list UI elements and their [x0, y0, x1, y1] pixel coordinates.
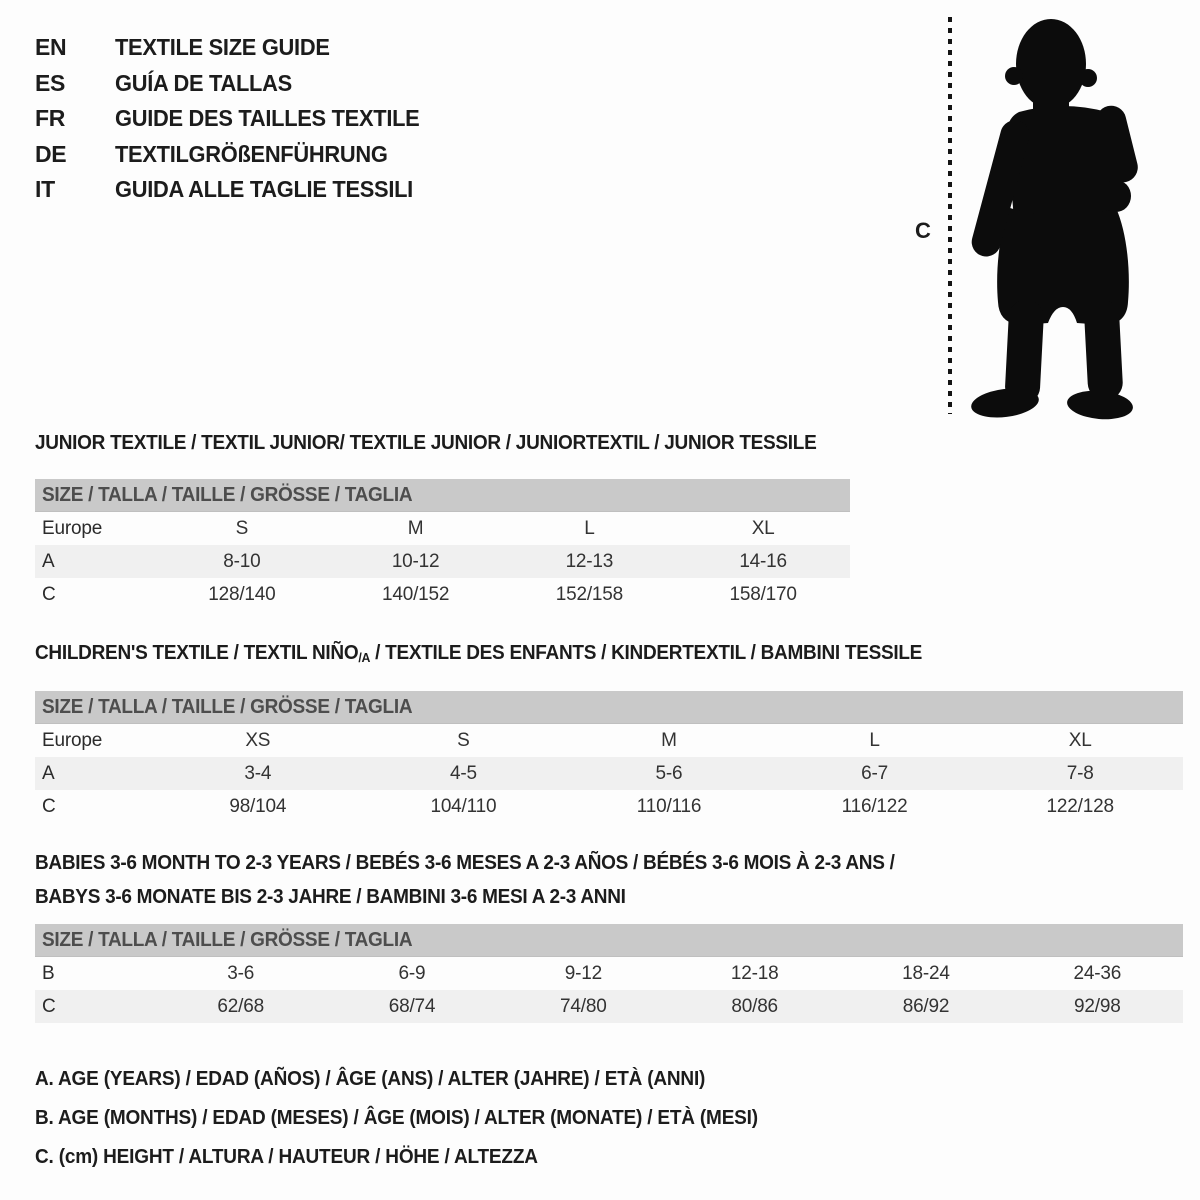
language-title: TEXTILE SIZE GUIDE [115, 34, 330, 61]
legend [35, 1060, 796, 1177]
value-cell: 116/122 [841, 795, 908, 817]
value-cell: 10-12 [391, 550, 440, 572]
value-cell: XL [751, 517, 775, 539]
value-cell: 18-24 [902, 962, 950, 984]
baby-silhouette-icon [963, 12, 1148, 420]
section-title [35, 641, 1183, 667]
size-header-bar [35, 924, 1183, 957]
value-cell: 6-7 [861, 762, 889, 784]
size-header-text: SIZE / TALLA / TAILLE / GRÖSSE / TAGLIA [42, 928, 413, 951]
language-title: TEXTILGRÖßENFÜHRUNG [115, 140, 388, 167]
section-title-text: JUNIOR TEXTILE / TEXTIL JUNIOR/ TEXTILE JUNIOR / JUNIORTEXTIL / JUNIOR TESSILE [35, 432, 817, 454]
value-cell: 80/86 [731, 995, 778, 1017]
table-row [35, 578, 850, 611]
language-row [35, 137, 436, 173]
value-cell: 3-6 [227, 962, 255, 984]
language-code: FR [35, 105, 66, 132]
language-code: DE [35, 140, 67, 167]
language-row [35, 101, 436, 137]
table-row [35, 990, 1183, 1023]
title-subscript: /A [358, 650, 371, 665]
title-prefix: CHILDREN'S TEXTILE / TEXTIL NIÑO [35, 642, 359, 664]
language-title: GUIDE DES TAILLES TEXTILE [115, 105, 420, 132]
measure-label-c: C [915, 218, 931, 243]
row-label-cell: A [42, 762, 55, 784]
value-cell: 5-6 [655, 762, 683, 784]
language-title: GUIDA ALLE TAGLIE TESSILI [115, 176, 413, 203]
value-cell: XS [245, 729, 271, 751]
section-title-line1: BABIES 3-6 MONTH TO 2-3 YEARS / BEBÉS 3-6 MESES A 2-3 AÑOS / BÉBÉS 3-6 MOIS À 2-3 ANS / [35, 852, 895, 874]
section-junior-textile [35, 431, 850, 611]
legend-line-a [35, 1060, 796, 1099]
size-header-text: SIZE / TALLA / TAILLE / GRÖSSE / TAGLIA [42, 483, 413, 506]
value-cell: XL [1068, 729, 1092, 751]
value-cell: 86/92 [902, 995, 950, 1017]
table-row [35, 790, 1183, 823]
size-table [35, 957, 1183, 1023]
legend-text-c: C. (cm) HEIGHT / ALTURA / HAUTEUR / HÖHE / ALTEZZA [35, 1146, 538, 1168]
value-cell: L [869, 729, 880, 751]
value-cell: 4-5 [449, 762, 477, 784]
language-list [35, 30, 436, 208]
section-title-line2: BABYS 3-6 MONATE BIS 2-3 JAHRE / BAMBINI 3-6 MESI A 2-3 ANNI [35, 886, 626, 908]
section-babies-textile [35, 846, 1183, 1023]
legend-text-b: B. AGE (MONTHS) / EDAD (MESES) / ÂGE (MOIS) / ALTER (MONATE) / ETÀ (MESI) [35, 1107, 758, 1129]
value-cell: 8-10 [223, 550, 261, 572]
value-cell: 7-8 [1066, 762, 1094, 784]
value-cell: 74/80 [560, 995, 607, 1017]
value-cell: 24-36 [1073, 962, 1122, 984]
legend-text-a: A. AGE (YEARS) / EDAD (AÑOS) / ÂGE (ANS) / ALTER (JAHRE) / ETÀ (ANNI) [35, 1068, 706, 1090]
size-table [35, 512, 850, 611]
table-row [35, 545, 850, 578]
value-cell: 110/116 [636, 795, 702, 817]
language-title: GUÍA DE TALLAS [115, 69, 292, 96]
row-label-cell: Europe [42, 517, 103, 539]
value-cell: 128/140 [208, 583, 276, 605]
language-code: ES [35, 69, 66, 96]
value-cell: L [584, 517, 595, 539]
value-cell: M [661, 729, 677, 751]
table-row [35, 757, 1183, 790]
value-cell: 62/68 [217, 995, 264, 1017]
language-row [35, 66, 436, 102]
title-suffix: / TEXTILE DES ENFANTS / KINDERTEXTIL / BAMBINI TESSILE [370, 642, 923, 664]
language-code: IT [35, 176, 55, 203]
value-cell: S [235, 517, 249, 539]
section-title [35, 846, 1183, 914]
size-header-text: SIZE / TALLA / TAILLE / GRÖSSE / TAGLIA [42, 695, 413, 718]
value-cell: 104/110 [430, 795, 497, 817]
value-cell: 12-18 [730, 962, 779, 984]
section-title [35, 431, 850, 455]
value-cell: 92/98 [1074, 995, 1121, 1017]
value-cell: 98/104 [229, 795, 287, 817]
value-cell: 3-4 [244, 762, 272, 784]
legend-line-b [35, 1099, 796, 1138]
language-code: EN [35, 34, 67, 61]
value-cell: 6-9 [398, 962, 426, 984]
size-table [35, 724, 1183, 823]
value-cell: 158/170 [729, 583, 797, 605]
row-label-cell: Europe [42, 729, 103, 751]
value-cell: 9-12 [564, 962, 602, 984]
row-label-cell: C [42, 795, 56, 817]
row-label-cell: A [42, 550, 55, 572]
value-cell: 122/128 [1046, 795, 1114, 817]
value-cell: 14-16 [739, 550, 787, 572]
row-label-cell: C [42, 995, 56, 1017]
value-cell: S [457, 729, 470, 751]
size-header-bar [35, 691, 1183, 724]
language-row [35, 30, 436, 66]
value-cell: 152/158 [555, 583, 624, 605]
row-label-cell: C [42, 583, 56, 605]
value-cell: 140/152 [381, 583, 450, 605]
language-row [35, 172, 436, 208]
size-figure [895, 12, 1165, 424]
section-children-textile [35, 641, 1183, 823]
table-row [35, 957, 1183, 990]
table-row [35, 512, 850, 545]
value-cell: M [407, 517, 424, 539]
size-header-bar [35, 479, 850, 512]
value-cell: 68/74 [388, 995, 436, 1017]
table-row [35, 724, 1183, 757]
value-cell: 12-13 [565, 550, 614, 572]
section-title-text [35, 641, 922, 667]
legend-line-c [35, 1138, 796, 1177]
row-label-cell: B [42, 962, 55, 984]
